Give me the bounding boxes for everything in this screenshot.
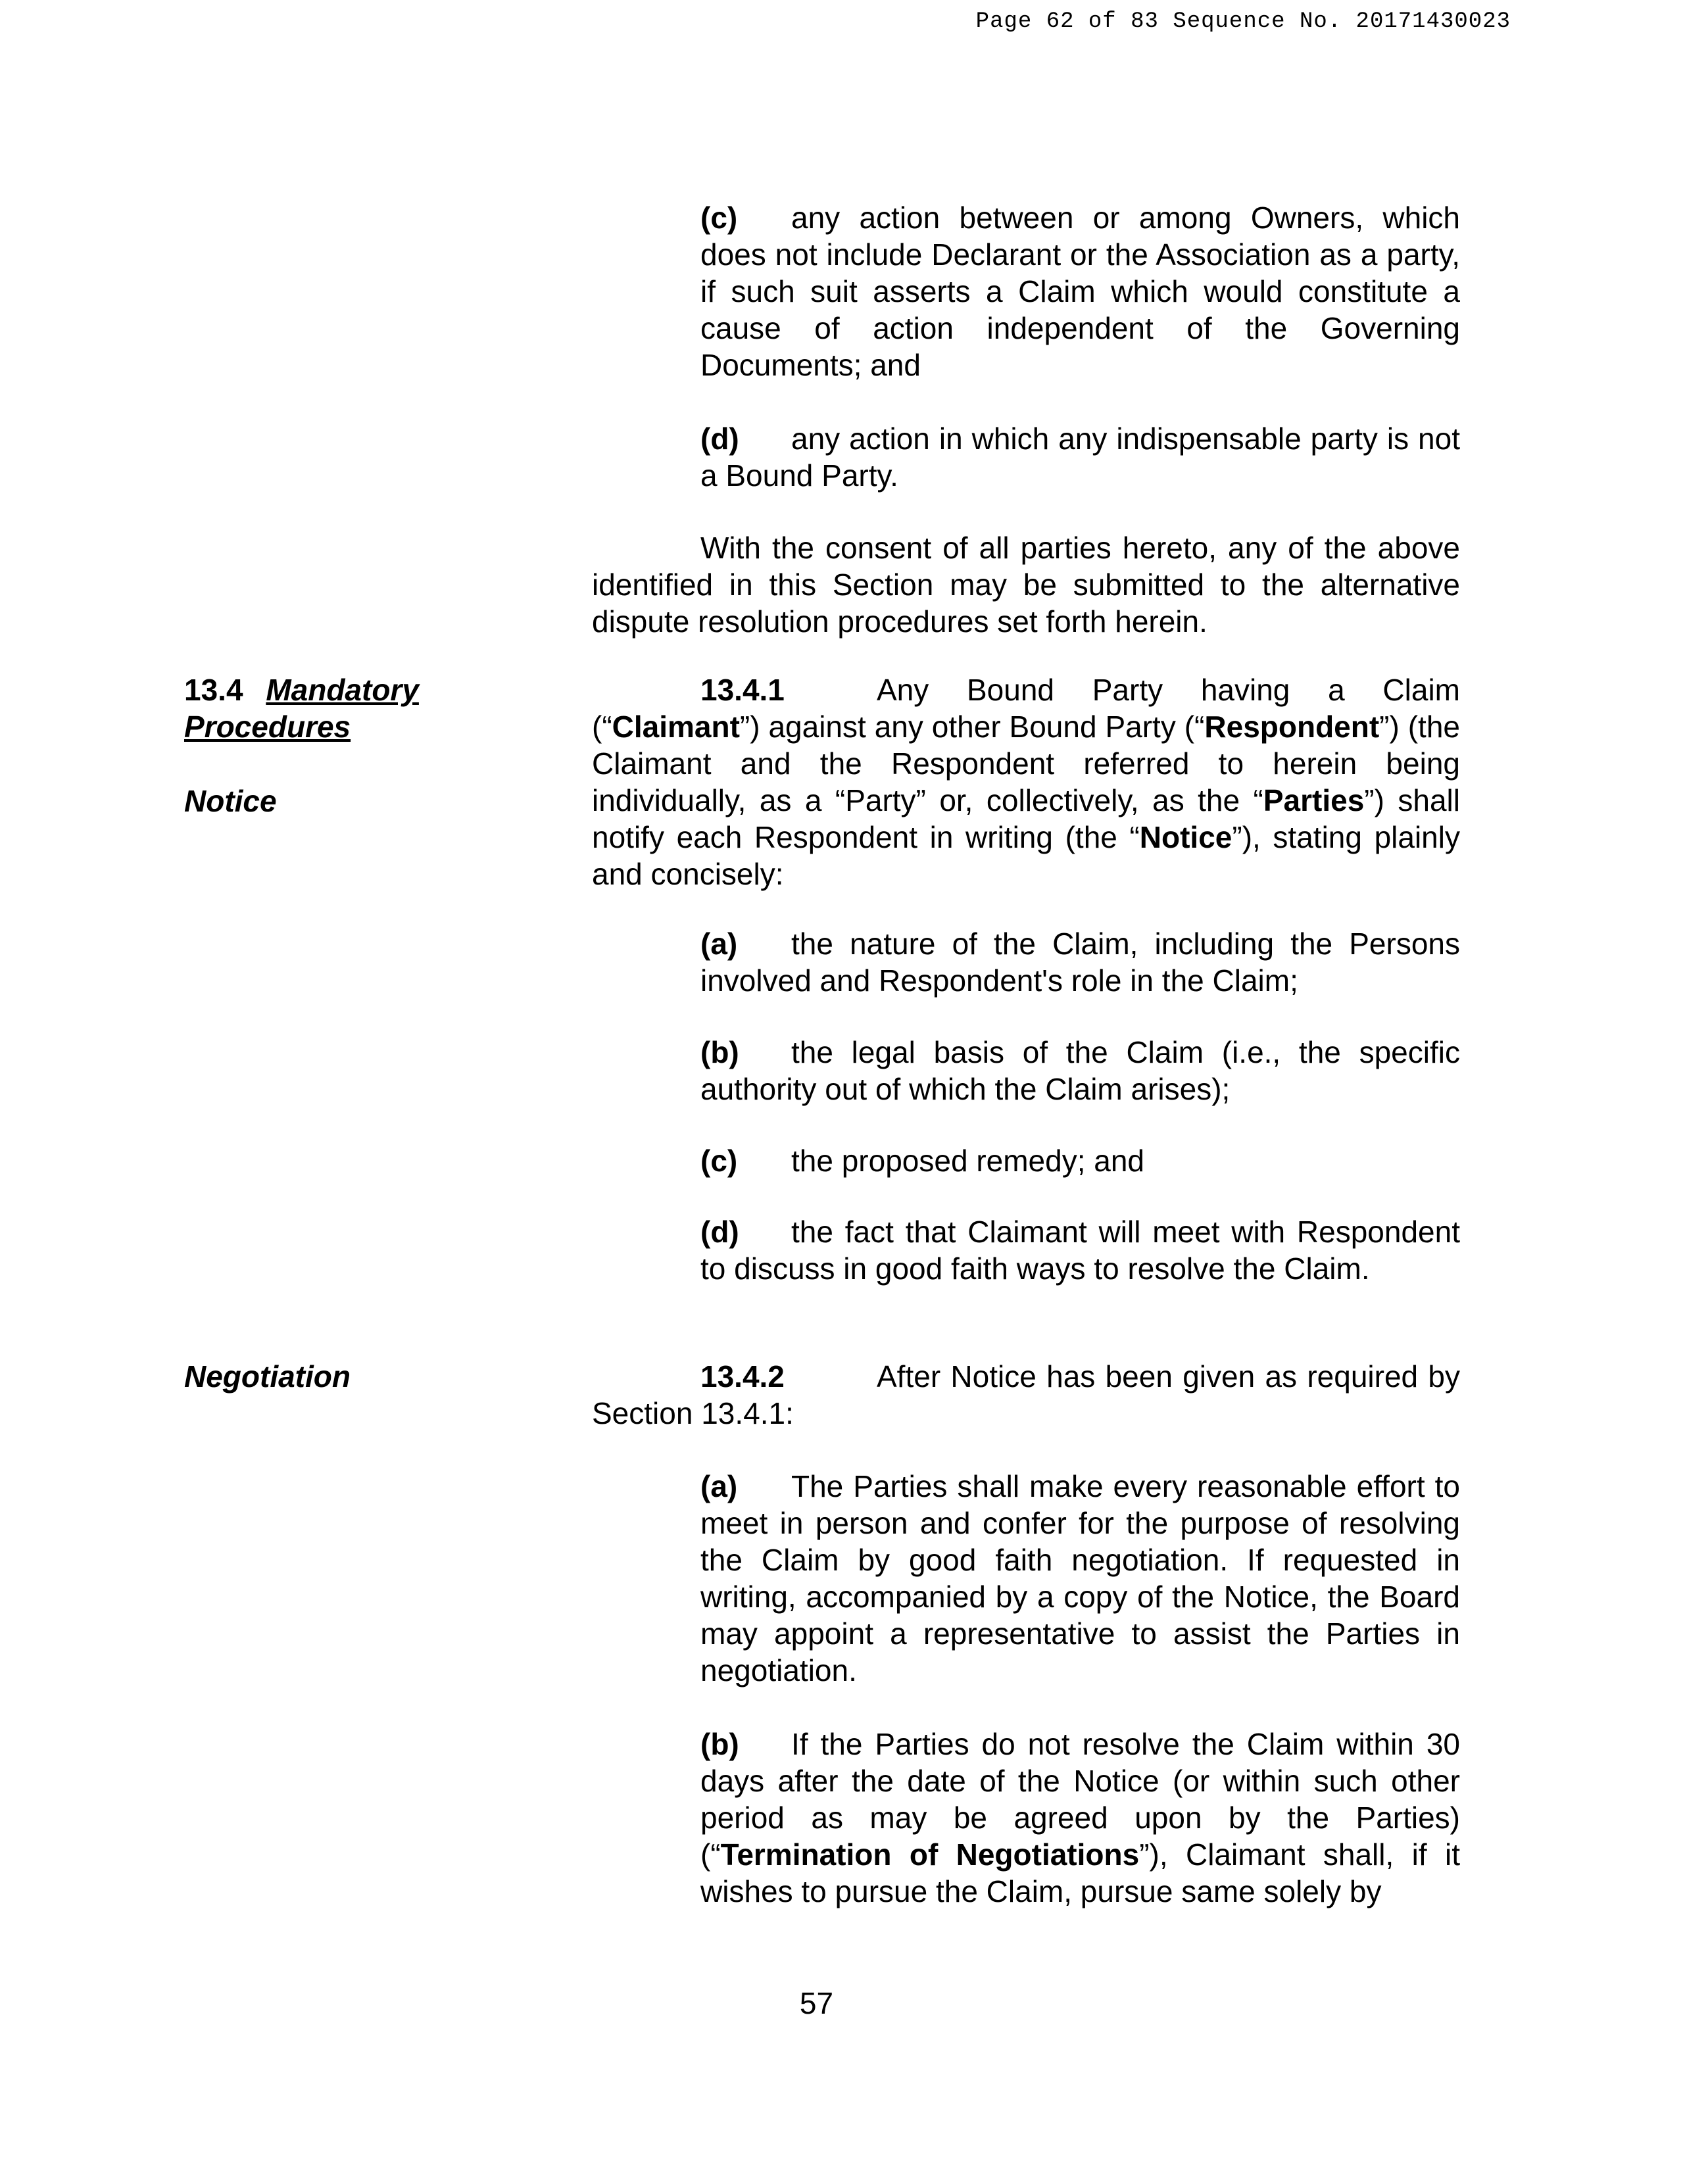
- clause-text: the proposed remedy; and: [791, 1144, 1145, 1178]
- clause-label: (d): [700, 422, 739, 456]
- clause-text: any action in which any indispensable party is not a Bound Party.: [700, 422, 1460, 493]
- clause-label: (b): [700, 1035, 739, 1069]
- clause-text: the fact that Claimant will meet with Respondent to discuss in good faith ways to resolve the Claim.: [700, 1215, 1460, 1286]
- clause-label: (b): [700, 1727, 739, 1761]
- notice-item-a: [700, 925, 1460, 999]
- defined-term-parties: Parties: [1263, 783, 1365, 817]
- subsection-number: 13.4.2: [700, 1359, 785, 1394]
- section-title-line2: Procedures: [184, 710, 351, 744]
- clause-label: (c): [700, 201, 738, 235]
- defined-term-respondent: Respondent: [1204, 710, 1380, 744]
- defined-term-claimant: Claimant: [612, 710, 740, 744]
- consent-paragraph: [592, 529, 1460, 640]
- text-run: ”), stating plainly and concisely:: [592, 820, 1460, 891]
- clause-label: (d): [700, 1215, 739, 1249]
- notice-item-c: [700, 1142, 1460, 1179]
- subsection-number: 13.4.1: [700, 673, 785, 707]
- section-heading-13-4: [184, 671, 419, 745]
- clause-text: any action between or among Owners, which does not include Declarant or the Association as a party, if such suit asserts a Claim which would constitute a cause of action independent of the Governing Documents; and: [700, 201, 1460, 382]
- defined-term-notice: Notice: [1139, 820, 1232, 854]
- page-number-text: 57: [799, 1986, 834, 2020]
- text-run: Any Bound Party having a Claim (“: [592, 673, 1460, 744]
- text-run: ”) shall notify each Respondent in writing (the “: [592, 783, 1460, 854]
- clause-d-top: [700, 420, 1460, 494]
- text-run: ”) (the Claimant and the Respondent referred to herein being individually, as a “Party” or, collectively, as the “: [592, 710, 1460, 817]
- section-13-4-2: [592, 1358, 1460, 1432]
- clause-text: The Parties shall make every reasonable effort to meet in person and confer for the purpose of resolving the Claim by good faith negotiation. If requested in writing, accompanied by a copy of the Notice, the Board may appoint a representative to assist the Parties in negotiation.: [700, 1469, 1460, 1687]
- side-heading-text: Notice: [184, 784, 277, 818]
- clause-label: (a): [700, 1469, 738, 1503]
- clause-text: the nature of the Claim, including the Persons involved and Respondent's role in the Claim;: [700, 927, 1460, 998]
- subsection-text: After Notice has been given as required by Section 13.4.1:: [592, 1359, 1460, 1430]
- notice-item-d: [700, 1213, 1460, 1287]
- side-heading-negotiation: [184, 1358, 351, 1395]
- negotiation-item-b: [700, 1726, 1460, 1910]
- clause-c-top: [700, 199, 1460, 383]
- clause-label: (a): [700, 927, 738, 961]
- side-heading-notice: [184, 783, 277, 819]
- defined-term-termination: Termination of Negotiations: [720, 1837, 1140, 1872]
- negotiation-item-a: [700, 1468, 1460, 1689]
- section-title-line1: Mandatory: [266, 673, 419, 707]
- page-header: Page 62 of 83 Sequence No. 20171430023: [975, 9, 1511, 34]
- clause-text: the legal basis of the Claim (i.e., the specific authority out of which the Claim arises);: [700, 1035, 1460, 1106]
- section-13-4-1: [592, 671, 1460, 892]
- text-run: ”), Claimant shall, if it wishes to pursue the Claim, pursue same solely by: [700, 1837, 1460, 1908]
- page-number: [0, 1985, 1683, 2021]
- text-run: ”) against any other Bound Party (“: [739, 710, 1205, 744]
- section-number: 13.4: [184, 673, 243, 707]
- clause-label: (c): [700, 1144, 738, 1178]
- text-run: If the Parties do not resolve the Claim within 30 days after the date of the Notice (or within such other period as may be agreed upon by the Parties) (“: [700, 1727, 1460, 1872]
- consent-text: With the consent of all parties hereto, any of the above identified in this Section may be submitted to the alternative dispute resolution procedures set forth herein.: [592, 531, 1460, 639]
- side-heading-text: Negotiation: [184, 1359, 351, 1394]
- notice-item-b: [700, 1034, 1460, 1107]
